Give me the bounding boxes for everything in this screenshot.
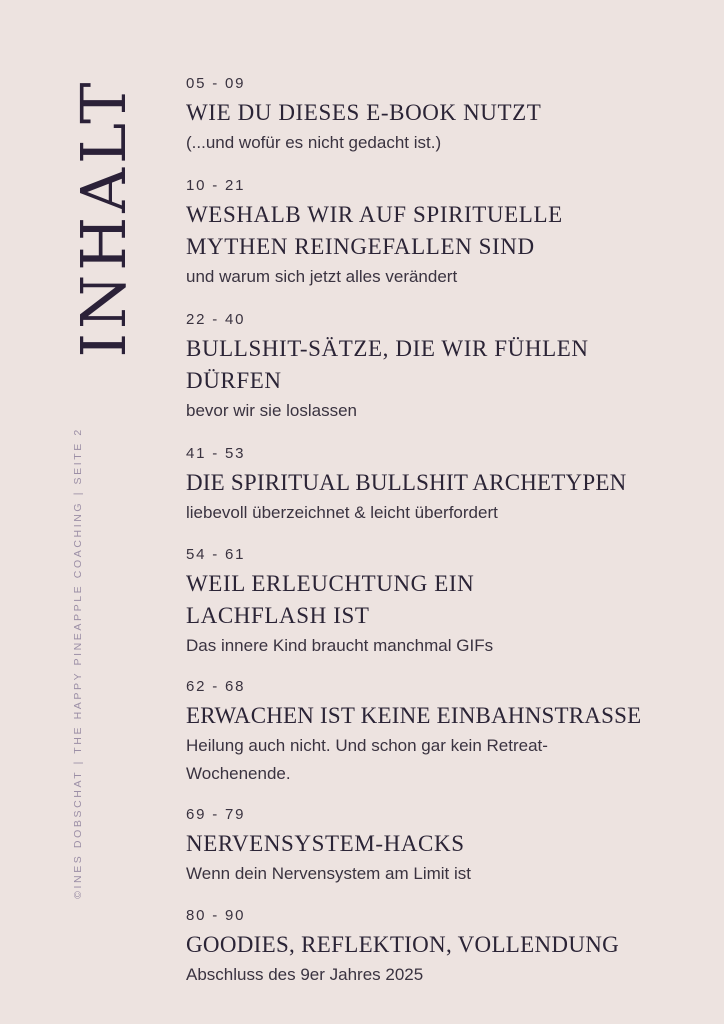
chapter-title: WESHALB WIR AUF SPIRITUELLE MYTHEN REINGEFALLEN SIND	[186, 202, 563, 259]
chapter-title: GOODIES, REFLEKTION, VOLLENDUNG	[186, 932, 620, 957]
page-range: 10 - 21	[186, 177, 246, 194]
toc-entry	[186, 74, 616, 157]
chapter-subtitle: und warum sich jetzt alles verändert	[186, 267, 458, 286]
chapter-title: BULLSHIT-SÄTZE, DIE WIR FÜHLEN DÜRFEN	[186, 336, 589, 393]
toc-entry	[186, 906, 706, 989]
chapter-subtitle: (...und wofür es nicht gedacht ist.)	[186, 133, 442, 152]
toc-entry	[186, 805, 616, 888]
chapter-title: NERVENSYSTEM-HACKS	[186, 831, 465, 856]
toc-entry	[186, 545, 516, 660]
chapter-title: ERWACHEN IST KEINE EINBAHNSTRASSE	[186, 703, 642, 728]
chapter-subtitle: Heilung auch nicht. Und schon gar kein Retreat-Wochenende.	[186, 736, 548, 783]
chapter-title: WIE DU DIESES E-BOOK NUTZT	[186, 100, 542, 125]
toc-entry	[186, 444, 706, 527]
toc-entry	[186, 176, 606, 291]
chapter-title: DIE SPIRITUAL BULLSHIT ARCHETYPEN	[186, 470, 627, 495]
chapter-title: WEIL ERLEUCHTUNG EIN LACHFLASH IST	[186, 571, 475, 628]
chapter-subtitle: Das innere Kind braucht manchmal GIFs	[186, 636, 494, 655]
side-credit: ©INES DOBSCHAT | THE HAPPY PINEAPPLE COACHING | SEITE 2	[72, 427, 84, 899]
page-range: 62 - 68	[186, 678, 246, 695]
page-range: 69 - 79	[186, 806, 246, 823]
toc-entry	[186, 310, 626, 425]
page-range: 41 - 53	[186, 445, 246, 462]
page-range: 05 - 09	[186, 75, 246, 92]
page-title: INHALT	[67, 78, 140, 358]
chapter-subtitle: Wenn dein Nervensystem am Limit ist	[186, 864, 472, 883]
page-range: 80 - 90	[186, 907, 246, 924]
chapter-subtitle: bevor wir sie loslassen	[186, 401, 358, 420]
chapter-subtitle: Abschluss des 9er Jahres 2025	[186, 965, 424, 984]
chapter-subtitle: liebevoll überzeichnet & leicht überfordert	[186, 503, 498, 522]
toc-entry	[186, 677, 706, 788]
page-range: 54 - 61	[186, 546, 246, 563]
page-range: 22 - 40	[186, 311, 246, 328]
